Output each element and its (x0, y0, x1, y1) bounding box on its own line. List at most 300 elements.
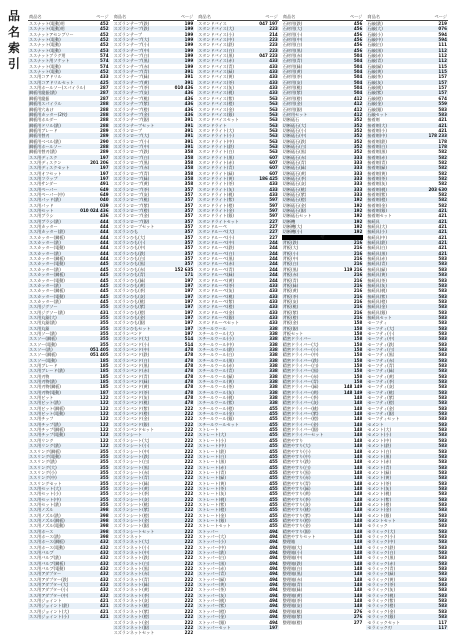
entry-page: 223 (269, 37, 278, 43)
entry-page: 338 (269, 346, 278, 352)
entry-page: 171 (184, 272, 194, 278)
entry-name: スズランネット(灰) (113, 598, 150, 604)
entry-name: スズランネット(小) (113, 544, 150, 550)
entry-page: 216 (353, 245, 363, 251)
entry-name: 鋼板用替刃 (29, 133, 50, 139)
entry-name: 接続具(白) (367, 245, 387, 251)
entry-name: スズランロープ(紫) (113, 202, 150, 208)
entry-name: スズランロープ(金) (113, 213, 150, 219)
entry-page: 338 (269, 384, 278, 390)
entry-name: スタンドルーペ(中) (198, 240, 235, 246)
entry-name: 精密やすり(灰) (282, 501, 311, 507)
entry-page: 412 (353, 101, 363, 107)
entry-name: スタンドライト(黒) (198, 154, 235, 160)
entry-name: ストレート(青) (198, 469, 226, 475)
entry-name: 背板(灰) (282, 298, 299, 304)
entry-page: 583 (438, 427, 447, 433)
entry-name: スス用ブレード(鉄) (29, 368, 65, 374)
entry-name: 鋼板用ドリル(鉄) (29, 122, 61, 128)
entry-page: 583 (438, 298, 447, 304)
entry-name: 石材用(中) (282, 37, 303, 43)
entry-page: 216 (353, 256, 363, 262)
entry-name: スス用刃物(電動) (29, 389, 61, 395)
entry-name: ススカッター(電動) (29, 277, 65, 283)
entry-page: 421 (438, 240, 447, 246)
entry-page: 227 (269, 224, 278, 230)
entry-name: スズランロープ(橙) (113, 208, 150, 214)
entry-name: スタンドバイス(灰) (198, 85, 235, 91)
entry-page: 478 (184, 346, 194, 352)
entry-page: 357 (184, 234, 194, 240)
entry-name: セーフティ(緑) (367, 368, 395, 374)
entry-page: 288 (100, 122, 109, 128)
entry-page: 289 (100, 133, 109, 139)
entry-page: 199 (184, 42, 194, 48)
entry-page: 583 (438, 379, 447, 385)
entry-name: 背板(大) (282, 245, 299, 251)
entry-name: 背板(赤) (282, 272, 299, 278)
entry-page: 148 (353, 469, 363, 475)
entry-name: ストレート(大) (198, 432, 226, 438)
entry-page: 455 (269, 427, 278, 433)
entry-page: 358 (184, 175, 194, 181)
entry-name: 鋼板用ホルダー (29, 117, 58, 123)
entry-page: 583 (438, 341, 447, 347)
entry-name: 切断砥石(桃) (282, 186, 307, 192)
entry-page: 583 (438, 421, 447, 427)
entry-page: 583 (438, 304, 447, 310)
entry-name: 整理箱(白) (282, 566, 303, 572)
entry-name: ススカッター(鉄) (29, 250, 61, 256)
entry-name: 接続具(中) (367, 234, 387, 240)
entry-page: 199 (184, 53, 194, 59)
entry-name: スズランバンド(紫) (113, 405, 150, 411)
entry-page: 583 (438, 336, 447, 342)
entry-name: 切断砥石 (282, 117, 300, 123)
entry-page: 456 (353, 26, 363, 32)
entry-page: 594 (438, 31, 447, 37)
entry-name: 切断砥石(金) (282, 202, 307, 208)
entry-name: 切断砥石(橙) (282, 197, 307, 203)
entry-page: 494 (269, 576, 278, 582)
entry-name: スズランロープ(赤) (113, 165, 150, 171)
entry-page: 352 (353, 138, 363, 144)
entry-name: 背板(黒) (282, 266, 299, 272)
entry-name: セーフティ(大) (367, 325, 395, 331)
entry-name: ストッパー(金) (198, 614, 226, 620)
side-title-char: 品 (7, 9, 20, 23)
entry-name: ススソー(鉄) (29, 346, 53, 352)
entry-name: セーフティ(赤) (367, 357, 395, 363)
entry-name: 接着剤(白) (367, 143, 387, 149)
column-header-page: ページ (96, 14, 109, 19)
entry-page: 355 (100, 330, 109, 336)
entry-name: セラミック(大) (367, 528, 396, 534)
entry-name: 整理箱 (282, 539, 296, 545)
entry-page: 494 (269, 582, 278, 588)
entry-name: スズランバンド(橙) (113, 411, 150, 417)
entry-name: セラミック (367, 523, 388, 529)
entry-name: スチールウール(橙) (198, 405, 234, 411)
entry-page: 433 (269, 288, 278, 294)
index-entry (366, 625, 448, 630)
entry-page: 148 (353, 592, 363, 598)
section-heading-label: せ (320, 234, 325, 240)
entry-page: 197 (184, 330, 194, 336)
entry-page: 444 (100, 256, 109, 262)
entry-name: 背板(緑) (282, 282, 299, 288)
entry-name: 整理箱(橙) (282, 619, 303, 625)
entry-page: 563 (269, 95, 278, 101)
entry-name: スタンドバイス(茶) (198, 79, 235, 85)
entry-name: スタンドライト(鉄) (198, 143, 235, 149)
entry-page: 433 (269, 85, 278, 91)
entry-name: 精密ドライバー(金) (282, 421, 319, 427)
entry-page: 185 (100, 373, 109, 379)
entry-page: 432 (100, 566, 109, 572)
column-header (113, 6, 195, 21)
entry-name: 石鹸(黒) (367, 47, 383, 53)
entry-page: 333 (353, 181, 363, 187)
entry-name: スズランバンド(茶) (113, 389, 150, 395)
entry-page: 433 (269, 282, 278, 288)
entry-name: スズランシート(黄) (113, 485, 150, 491)
entry-page: 391 (184, 69, 194, 75)
entry-page: 582 (438, 192, 447, 197)
entry-page: 227 (269, 218, 278, 224)
entry-name: 石鹸(銀) (367, 106, 383, 112)
entry-page: 583 (438, 539, 447, 545)
entry-name: スズランロープ(黄) (113, 181, 150, 187)
entry-page: 358 (184, 181, 194, 187)
entry-name: 切断機(大) (282, 224, 303, 230)
entry-name: スタンドルーペ(青) (198, 266, 235, 272)
entry-page: 391 (184, 143, 194, 149)
entry-name: 精密やすり(青) (282, 480, 311, 486)
entry-name: スズランシート(桃) (113, 501, 150, 507)
entry-name: セラミック(白) (367, 550, 396, 556)
entry-name: スタンドライト(中) (198, 138, 235, 144)
entry-page: 421 (438, 122, 447, 128)
entry-page: 148 (353, 459, 363, 465)
entry-name: ススカッター(電動) (29, 245, 65, 251)
entry-name: スチールウール(青) (198, 368, 234, 374)
entry-name: ストッパー(黒) (198, 560, 226, 566)
entry-page: 148 (353, 480, 363, 486)
entry-page: 338 (269, 379, 278, 385)
entry-page: 289 (100, 149, 109, 155)
entry-name: 接着剤セット (367, 213, 392, 219)
entry-name: 精密やすり(中) (282, 453, 311, 459)
entry-page: 192 (353, 224, 363, 230)
entry-name: 石材用セット (282, 111, 308, 117)
entry-page: 583 (438, 330, 447, 336)
entry-name: 精密ドライバー(茶) (282, 395, 319, 401)
entry-name: 接続具(黒) (367, 250, 387, 256)
entry-name: ストレート(小) (198, 437, 226, 443)
entry-page: 277 (353, 619, 363, 625)
entry-page: 216 (353, 240, 363, 246)
entry-page: 244 (269, 256, 278, 262)
entry-name: スス用ノズル(鋼板) (29, 517, 65, 523)
entry-page: 582 (438, 149, 447, 155)
entry-name: スズランシート(灰) (113, 496, 150, 502)
entry-name: スタンドバイス(緑) (198, 69, 235, 75)
entry-name: スタンドバイス(銀) (198, 111, 235, 117)
entry-name: スス用アダプター (29, 571, 62, 577)
entry-name: セラミック(茶) (367, 582, 396, 588)
entry-page: 574 (100, 58, 109, 64)
entry-page: 478 (184, 352, 194, 358)
entry-page: 455 (269, 437, 278, 443)
entry-name: スス用コアドリルセット (29, 79, 75, 85)
entry-name: スズランバンド(緑) (113, 379, 150, 385)
entry-name: ススリング(鋼板) (29, 448, 61, 454)
entry-name: スズランテープ(黄) (113, 79, 150, 85)
entry-page: 216 (353, 288, 363, 294)
entry-name: スタンドルーペ(赤) (198, 261, 235, 267)
entry-page: 444 (100, 218, 109, 224)
entry-name: スズランロープ(青) (113, 170, 150, 176)
entry-name: セラミック(小) (367, 534, 396, 539)
entry-page: 357 (184, 186, 194, 192)
entry-name: スズランネット(赤) (113, 571, 150, 577)
column-header-name: 商品名 (367, 14, 380, 19)
entry-page: 421 (438, 229, 447, 235)
entry-name: スズランテープ(中) (113, 47, 150, 53)
entry-page: 455 (269, 469, 278, 475)
entry-name: スタンドルーペ(小) (198, 234, 235, 240)
entry-name: 背板(白) (282, 261, 299, 267)
entry-name: 整理箱(緑) (282, 587, 303, 593)
entry-page: 391 (184, 79, 194, 85)
entry-page: 148 (353, 560, 363, 566)
entry-name: 精密ドライバー(鉄) (282, 357, 319, 363)
entry-name: スズランネット(紫) (113, 608, 150, 614)
entry-page: 244 (269, 261, 278, 267)
entry-name: スズランひも(黄) (113, 282, 146, 288)
entry-name: スス用コアドリル (29, 74, 62, 80)
entry-page: 357 (184, 197, 194, 203)
entry-page: 491 (100, 181, 109, 187)
entry-page: 398 (100, 507, 109, 513)
entry-name: 精密ドライバー(青) (282, 379, 319, 385)
entry-page: 148 (353, 405, 363, 411)
entry-page: 421 (438, 117, 447, 123)
entry-page: 583 (438, 111, 447, 117)
entry-page: 185 (100, 363, 109, 368)
entry-name: スス用セット(小) (29, 491, 61, 497)
entry-page: 333 (353, 192, 363, 197)
entry-page: 352 (353, 117, 363, 123)
entry-name: スズランテープ(白) (113, 53, 150, 59)
entry-page: 222 (184, 539, 194, 545)
entry-name: スズランシート(大) (113, 437, 150, 443)
entry-page: 197 (100, 170, 109, 176)
entry-page: 355 (100, 341, 109, 347)
entry-page: 355 (100, 453, 109, 459)
index-entry (28, 614, 110, 619)
entry-name: ススナット(電動) (29, 42, 61, 48)
entry-page: 148 (353, 534, 363, 539)
entry-page: 583 (438, 507, 447, 513)
entry-page: 432 (100, 555, 109, 561)
entry-name: ススナット(電動) (29, 37, 61, 43)
entry-page: 583 (438, 437, 447, 443)
entry-name: スチールウール(赤) (198, 363, 234, 368)
column-header (282, 6, 364, 21)
entry-page: 148 (353, 603, 363, 609)
entry-page: 583 (438, 566, 447, 572)
entry-name: スズランネット(青) (113, 576, 150, 582)
entry-name: 精密ドライバー(黄) (282, 389, 319, 395)
entry-name: 石材用(小) (282, 31, 303, 37)
entry-name: セーフティセット (367, 416, 400, 422)
entry-page: 222 (184, 608, 194, 614)
entry-name: スズランシート(鉄) (113, 453, 150, 459)
entry-name: ストレート(桃) (198, 496, 226, 502)
entry-name: スチールウール(小) (198, 336, 234, 342)
entry-name: スタンドライト(青) (198, 165, 235, 171)
entry-page: 421 (438, 245, 447, 251)
entry-page: 452 (100, 37, 109, 43)
entry-name: スズランシート(中) (113, 448, 150, 454)
entry-name: 切断砥石(灰) (282, 181, 307, 187)
entry-name: スズランテープ(茶) (113, 85, 150, 91)
entry-name: 接着剤(赤) (367, 154, 387, 160)
entry-name: スズランテープ (113, 31, 143, 37)
entry-page: 047 197 (259, 21, 278, 26)
index-column (28, 6, 110, 636)
entry-name: スス用バルブ(電動) (29, 566, 65, 572)
entry-page: 452 (100, 31, 109, 37)
entry-page: 478 (184, 384, 194, 390)
entry-page: 352 (353, 143, 363, 149)
entry-page: 148 (353, 395, 363, 401)
entry-name: ススカッター(鋼板) (29, 234, 65, 240)
entry-name: 接続具(赤) (367, 256, 387, 262)
entry-name: スタンドバイス(鉄) (198, 42, 235, 48)
entry-page: 582 (438, 181, 447, 187)
entry-page: 338 (269, 357, 278, 363)
entry-name: スズランネット (113, 534, 143, 539)
entry-page: 357 (184, 218, 194, 224)
entry-page: 358 (184, 165, 194, 171)
entry-name: ススナット用ソケット (29, 58, 70, 64)
entry-page: 391 (184, 133, 194, 139)
entry-name: セラミック(橙) (367, 603, 396, 609)
entry-name: 整理箱(桃) (282, 608, 303, 614)
entry-name: 鋼板用縦振 (29, 95, 50, 101)
entry-page: 583 (438, 395, 447, 401)
entry-name: スス用ビット(電動) (29, 411, 65, 417)
entry-name: 切断砥石(中) (282, 133, 307, 139)
entry-page: 288 (100, 143, 109, 149)
entry-page: 122 (100, 432, 109, 438)
entry-page: 227 (269, 234, 278, 240)
entry-page: 432 (100, 539, 109, 545)
entry-name: スス用パッド (29, 202, 54, 208)
entry-page: 456 (353, 37, 363, 43)
entry-page: 583 (438, 480, 447, 486)
entry-name: スス用ペーパー(中) (29, 192, 65, 197)
entry-page: 051 405 (90, 352, 109, 358)
entry-page: 338 (269, 325, 278, 331)
entry-page: 357 (184, 192, 194, 197)
entry-name: 精密ドライバーセット (282, 432, 324, 438)
entry-page: 583 (438, 416, 447, 422)
entry-page: 583 (438, 272, 447, 278)
entry-page: 148 (353, 523, 363, 529)
entry-page: 122 (100, 443, 109, 449)
entry-name: 精密やすり(大) (282, 443, 311, 449)
index-entry (197, 625, 279, 630)
entry-page: 455 (269, 448, 278, 454)
entry-name: セメント(銀) (367, 512, 392, 518)
entry-page: 421 (100, 614, 109, 620)
entry-name: スズランシート(小) (113, 443, 150, 449)
entry-name: スス用ジョイント(小) (29, 614, 69, 620)
entry-name: 切断砥石(紫) (282, 192, 307, 197)
entry-name: スス用ビット (29, 395, 54, 401)
entry-name: セラミック(灰) (367, 587, 396, 593)
entry-name: スズランテープ(灰) (113, 90, 150, 96)
entry-page: 290 (100, 138, 109, 144)
entry-name: セーフティ(灰) (367, 384, 395, 390)
entry-page: 197 (184, 288, 194, 294)
entry-name: スズランバンド(小) (113, 341, 150, 347)
entry-name: 精密ドライバー(中) (282, 352, 319, 358)
entry-name: スタンドライト(紫) (198, 197, 235, 203)
entry-page: 338 (269, 352, 278, 358)
entry-page: 455 (269, 432, 278, 438)
entry-name: 鋼板用縦振(鉄) (29, 90, 57, 96)
entry-name: 精密やすり(赤) (282, 475, 311, 481)
entry-page: 357 (184, 250, 194, 256)
entry-name: ストッパー(青) (198, 571, 226, 577)
entry-page: 433 (269, 90, 278, 96)
entry-page: 583 (438, 469, 447, 475)
entry-page: 357 (184, 202, 194, 208)
entry-name: スス用アダプター(小) (29, 587, 69, 593)
entry-page: 582 (438, 159, 447, 165)
entry-page: 157 (438, 74, 447, 80)
entry-name: スズランバンド(白) (113, 357, 150, 363)
entry-page: 222 (184, 496, 194, 502)
entry-name: スス用アダプター(中) (29, 592, 69, 598)
entry-name: セメント(赤) (367, 459, 392, 465)
entry-name: 石鹸(赤) (367, 53, 383, 59)
entry-name: スス用フラップ (29, 175, 58, 181)
entry-name: 石材用(黄) (282, 69, 303, 75)
entry-page: 357 (184, 213, 194, 219)
entry-name: ススナットアセンブリー (29, 31, 74, 37)
entry-page: 421 (438, 208, 447, 214)
entry-page: 244 (269, 240, 278, 246)
entry-page: 478 (184, 368, 194, 374)
entry-page: 222 (184, 550, 194, 556)
entry-page: 352 (353, 122, 363, 128)
entry-name: スズランシート(金) (113, 517, 150, 523)
entry-name: スス用セット(鉄) (29, 501, 61, 507)
entry-page: 494 (269, 587, 278, 593)
entry-name: 石材用(金) (282, 101, 303, 107)
entry-name: スズランバンド(青) (113, 373, 150, 379)
entry-name: 精密ドライバー(紫) (282, 411, 319, 417)
entry-name: ストレート(緑) (198, 475, 226, 481)
entry-page: 122 (100, 427, 109, 433)
entry-name: 接続具(黄) (367, 272, 387, 278)
